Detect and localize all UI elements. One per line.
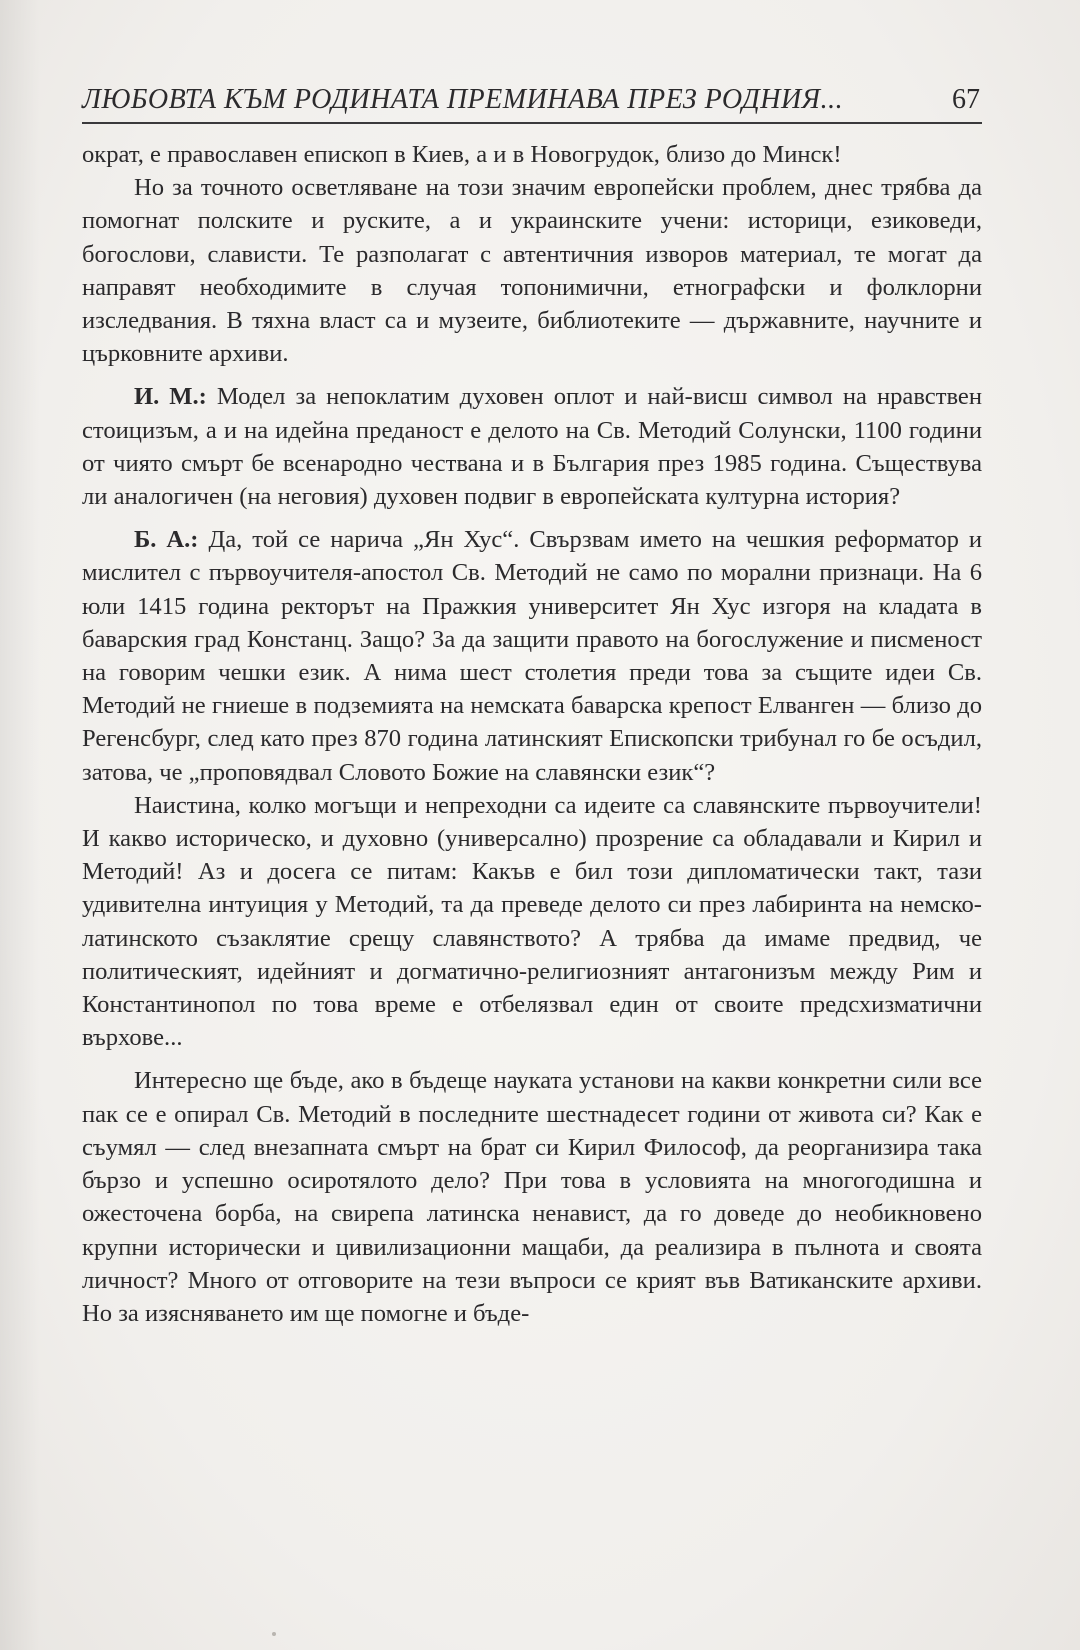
spine-shadow (0, 0, 40, 1650)
speaker-label: Б. А.: (134, 526, 199, 554)
body-text (82, 138, 982, 1330)
question-text: Модел за непоклатим духовен оплот и най-висш символ на нравствен стоицизъм, а и на идейна преданост е делото на Св. Методий Солунски, 1100 години от чиято смърт бе всенародно чествана и в България през 1985 година. Съществува ли аналогичен (на неговия) духовен подвиг в европейската културна история? (82, 383, 983, 511)
paper-speck (272, 1632, 276, 1636)
page-header (82, 82, 982, 124)
answer-text: Да, той се нарича „Ян Хус“. Свързвам името на чешкия реформатор и мислител с първоучителя-апостол Св. Методий не само по морални признаци. На 6 юли 1415 година ректорът на Пражкия университет Ян Хус изгоря на кладата в баварския град Констанц. Защо? За да защити правото на богослужение и писменост на говорим чешки език. А нима шест столетия преди това за същите идеи Св. Методий не гниеше в подземията на немската баварска крепост Елванген — близо до Регенсбург, след като през 870 година латинският Епископски трибунал го бе осъдил, затова, че „проповядвал Словото Божие на славянски език“? (82, 526, 982, 786)
answer-paragraph (82, 523, 982, 789)
page-number: 67 (952, 84, 980, 115)
paragraph: Но за точното осветляване на този значим европейски проблем, днес трябва да помогнат полските и руските, а и украинските учени: историци, езиковеди, богослови, слависти. Те разполагат с автентичния изворов материал, те могат да направят необходимите в случая топонимични, етнографски и фолклорни изследвания. В тяхна власт са и музеите, библиотеките — държавните, научните и църковните архиви. (82, 174, 982, 368)
paragraph: Наистина, колко могъщи и непреходни са идеите са славянските първоучители! И какво историческо, и духовно (универсално) прозрение са обладавали и Кирил и Методий! Аз и досега се питам: Какъв е бил този дипломатически такт, тази удивителна интуиция у Методий, та да преведе делото си през лабиринта на немско-латинското съзаклятие срещу славянството? А трябва да имаме предвид, че политическият, идейният и догматично-религиозният антагонизъм между Рим и Константинопол по това време е отбелязвал един от своите предсхизматични върхове... (82, 791, 982, 1052)
running-title: ЛЮБОВТА КЪМ РОДИНАТА ПРЕМИНАВА ПРЕЗ РОДНИЯ... (82, 84, 844, 115)
paragraph-continuation: ократ, е православен епископ в Киев, а и в Новогрудок, близо до Минск! (82, 141, 842, 168)
paragraph: Интересно ще бъде, ако в бъдеще науката установи на какви конкретни сили все пак се е опирал Св. Методий в последните шестнадесет години от живота си? Как е съумял — след внезапната смърт на брат си Кирил Философ, да реорганизира така бързо и успешно осиротялото дело? При това в условията на многогодишна и ожесточена борба, на свирепа латинска ненавист, да го доведе до необикновено крупни исторически и цивилизационни мащаби, да реализира в пълнота и своята личност? Много от отговорите на тези въпроси се крият във Ватиканските архиви. Но за изясняването им ще помогне и бъде- (82, 1067, 982, 1327)
speaker-label: И. М.: (134, 383, 207, 411)
question-paragraph (82, 380, 982, 513)
